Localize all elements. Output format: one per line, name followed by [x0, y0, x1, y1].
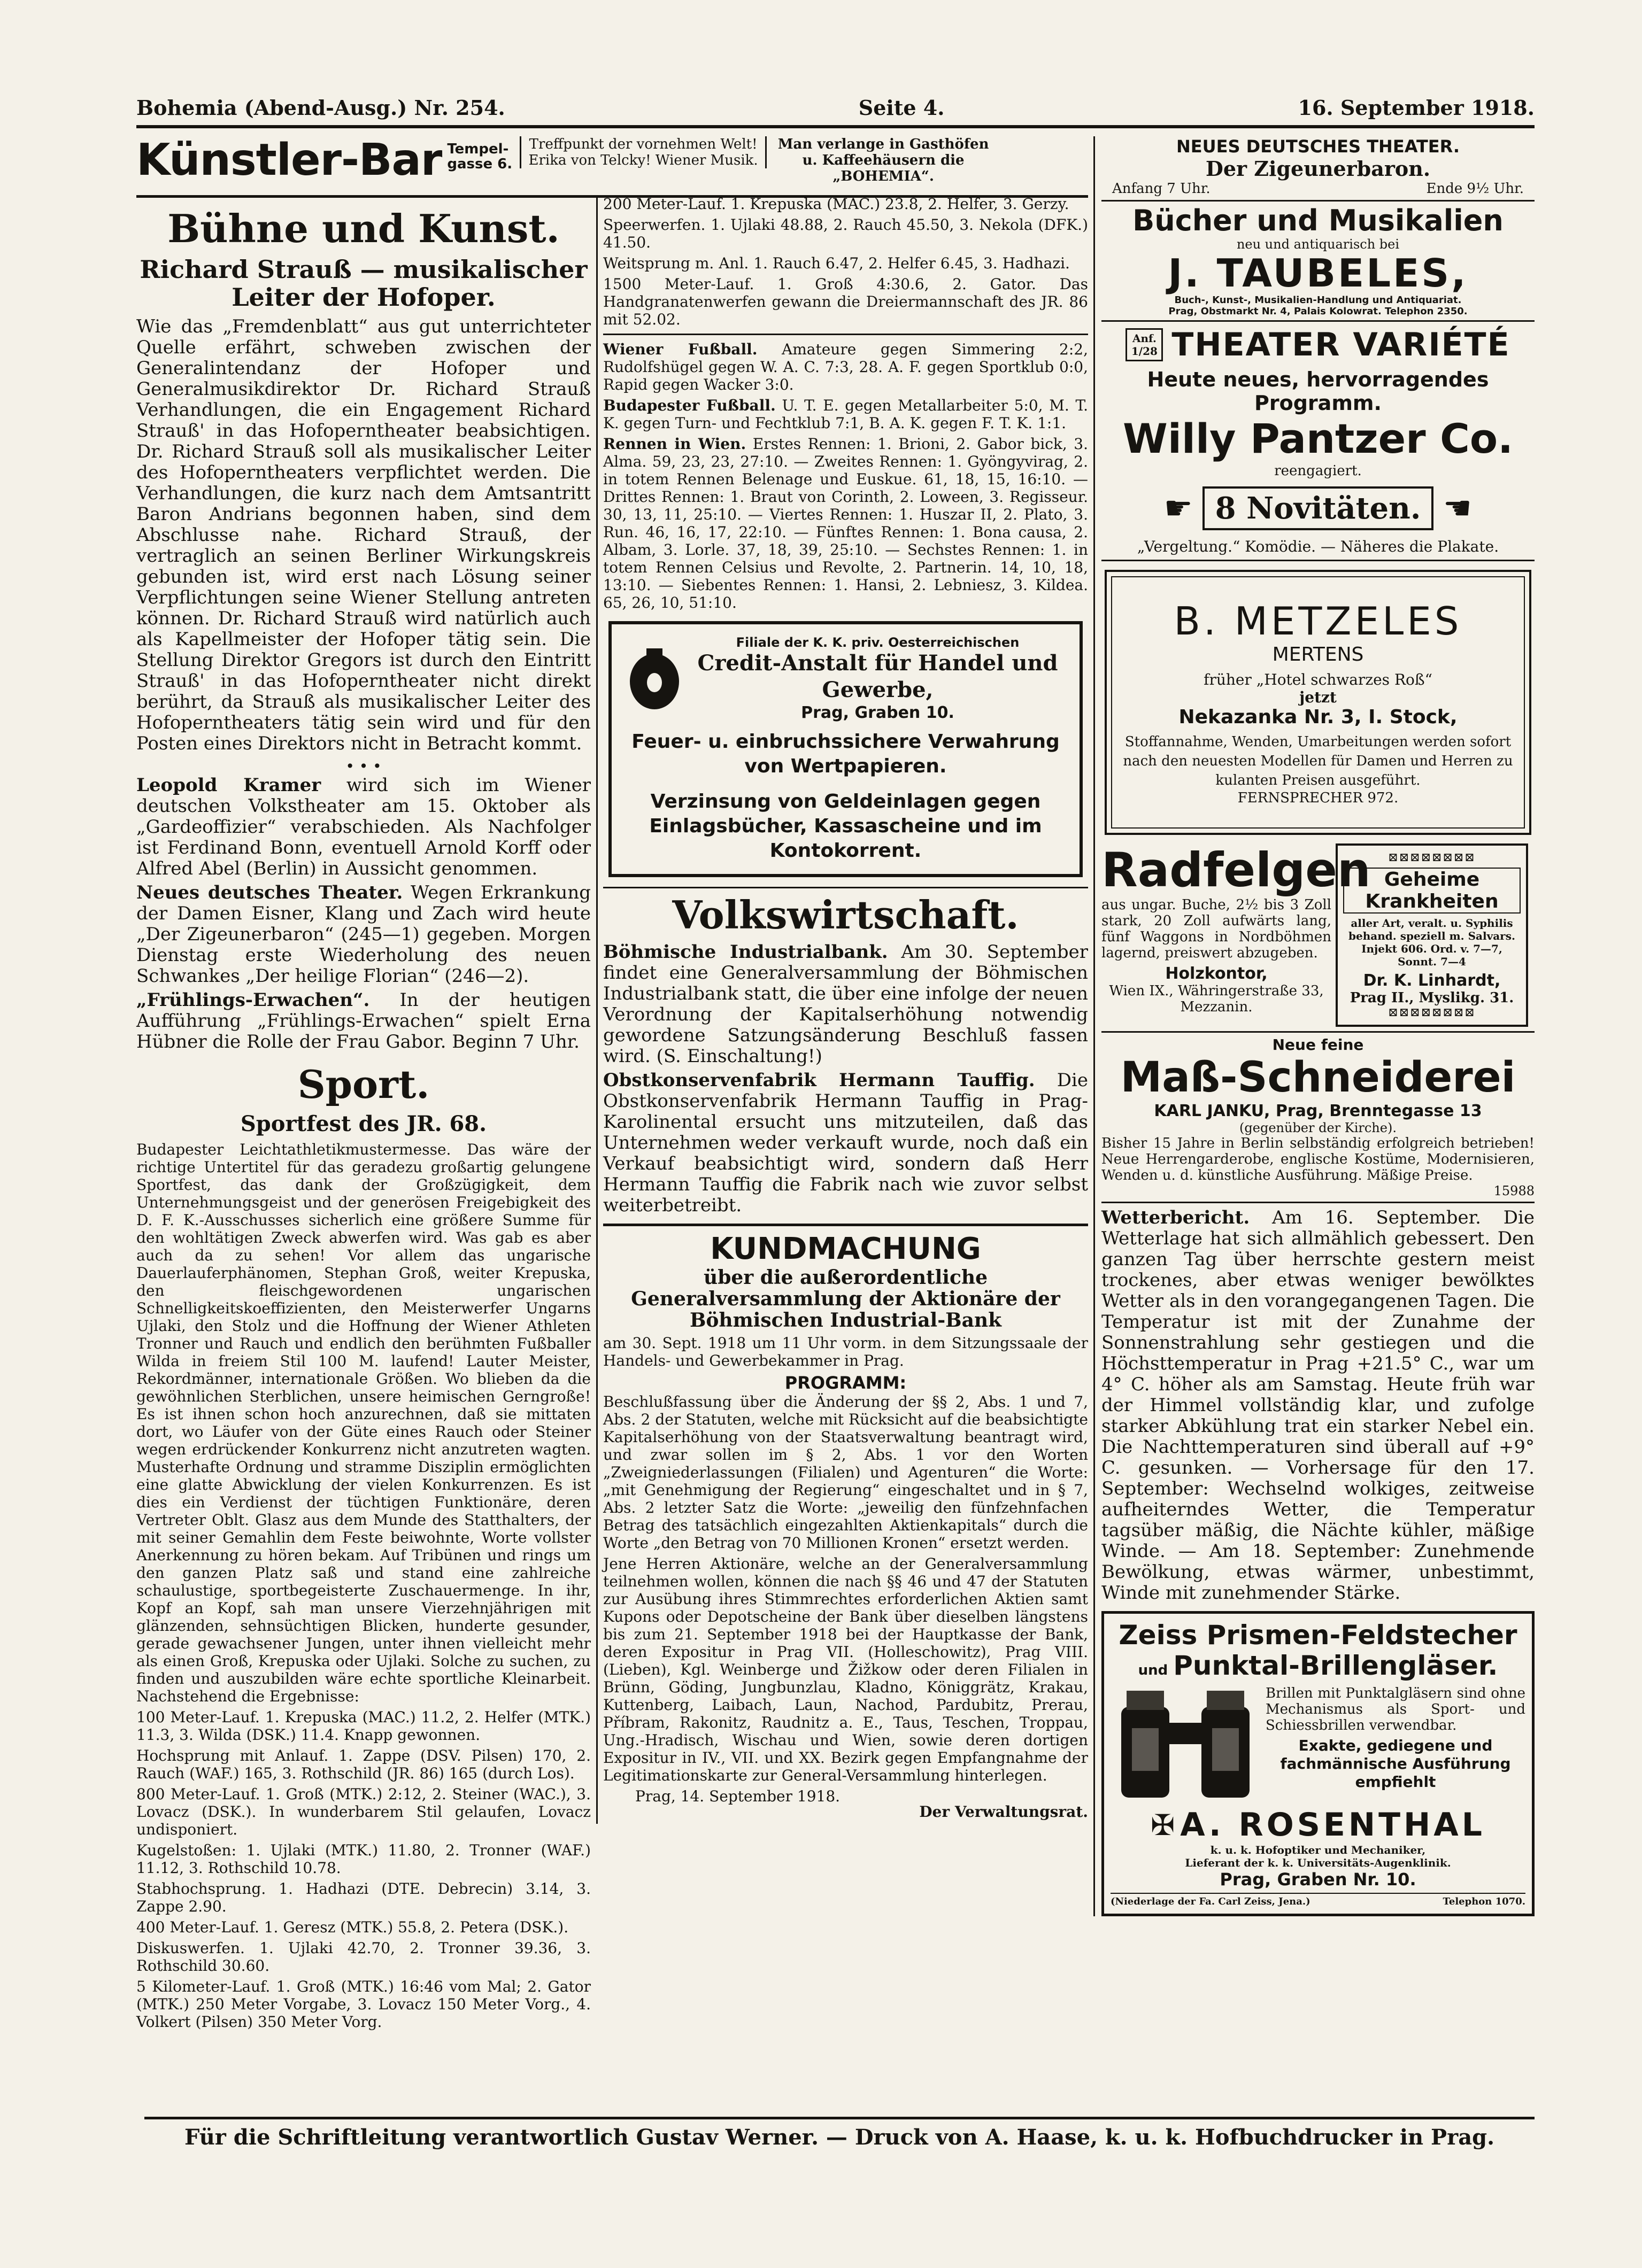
kundmachung-subtitle: über die außerordentliche Generalversammlung der Aktionäre der Böhmischen Industrial-Bank: [631, 1266, 1060, 1332]
neue-feine: Neue feine: [1272, 1036, 1364, 1054]
metzeles-addr: Nekazanka Nr. 3, I. Stock,: [1178, 706, 1458, 728]
credit-ad-top: [622, 635, 1069, 722]
fussball-paragraph: [603, 340, 1088, 393]
strauss-heading: Richard Strauß — musikalischer Leiter der Hofoper.: [140, 255, 588, 312]
result-item: 800 Meter-Lauf. 1. Groß (MTK.) 2:12, 2. Steiner (WAC.), 3. Lovacz (DSK.). In wunderbarem Stil gelaufen, Lovacz undisponiert.: [136, 1785, 591, 1838]
obst-lead: Obstkonservenfabrik Hermann Tauffig.: [603, 1070, 1035, 1091]
rosenthal-name: A. ROSENTHAL: [1180, 1806, 1485, 1844]
kramer-text: wird sich im Wiener deutschen Volkstheater am 15. Oktober als „Gardeoffizier“ verabschieden. Als Nachfolger ist Ferdinand Bonn, eventuell Arnold Korff oder Alfred Abel (Berlin) in Aussicht genommen.: [136, 775, 591, 879]
result-item: Speerwerfen. 1. Ujlaki 48.88, 2. Rauch 45.50, 3. Nekola (DFK.) 41.50.: [603, 216, 1088, 251]
ndt-lead: Neues deutsches Theater.: [136, 882, 403, 903]
imperial-eagle-icon: ✠: [1151, 1808, 1175, 1842]
sport-results-continued: [603, 195, 1088, 328]
ndt-text: Wegen Erkrankung der Damen Eisner, Klang und Zach wird heute „Der Zigeunerbaron“ (245—1) gegeben. Morgen Dienstag erste Wiederholung des neuen Schwankes „Der heilige Florian“ (246—2).: [136, 882, 591, 987]
pantzer-name: Willy Pantzer Co.: [1123, 415, 1513, 462]
mass-number: 15988: [1493, 1183, 1535, 1198]
kramer-paragraph: [136, 775, 591, 879]
ornament-border-icon: ⊠⊠⊠⊠⊠⊠⊠⊠: [1388, 1006, 1476, 1019]
theater-variete-title: THEATER VARIÉTÉ: [1171, 326, 1510, 363]
result-item: 5 Kilometer-Lauf. 1. Groß (MTK.) 16:46 vom Mal; 2. Gator (MTK.) 250 Meter Vorgabe, 3. Lovacz 150 Meter Vorg., 4. Volkert (Pilsen) 350 Meter Vorg.: [136, 1978, 591, 2031]
column-3: [1093, 136, 1535, 1916]
mass-title: Maß-Schneiderei: [1120, 1054, 1516, 1102]
result-item: 100 Meter-Lauf. 1. Krepuska (MAC.) 11.2, 2. Helfer (MTK.) 11.3, 3. Wilda (DSK.) 11.4. Knapp gewonnen.: [136, 1708, 591, 1744]
credit-ad-line3: Prag, Graben 10.: [801, 703, 954, 722]
ndt-theater-title: NEUES DEUTSCHES THEATER.: [1176, 136, 1460, 157]
separator-dots: • • •: [345, 757, 382, 775]
ndt-paragraph: [136, 883, 591, 987]
rosenthal-row: [1111, 1806, 1525, 1844]
zeiss-body: [1111, 1685, 1525, 1803]
kuenstler-bar-right: Man verlange in Gasthöfen u. Kaffeehäusern die „BOHEMIA“.: [777, 136, 989, 184]
kundmachung-text-2: Jene Herren Aktionäre, welche an der Generalversammlung teilnehmen wollen, können die nach §§ 46 und 47 der Statuten zur Ausübung ihres Stimmrechtes erforderlichen Aktien samt Kupons oder Depotscheine der Bank über dieselben längstens bis zum 21. September 1918 bei der Hauptkasse der Bank, deren Expositur in Prag VII. (Holleschowitz), Prag VIII. (Lieben), Kgl. Weinberge und Žižkow oder deren Filialen in Brünn, Göding, Jungbunzlau, Kladno, Königgrätz, Krakau, Kuttenberg, Laibach, Laun, Nachod, Pardubitz, Prerau, Příbram, Rakonitz, Raudnitz a. E., Taus, Teschen, Troppau, Ung.-Hradisch, Wischau und Wien, sowie deren dortigen Expositur in IV., VII. und XX. Bezirk gegen Empfangnahme der Legitimationskarte zur General-Versammlung hinterlegen.: [603, 1555, 1088, 1784]
kundmachung-signature: Der Verwaltungsrat.: [919, 1803, 1088, 1821]
rosenthal-foot-right: Telephon 1070.: [1443, 1896, 1525, 1907]
zeiss-title-row: [1111, 1650, 1525, 1681]
rosenthal-foot-left: (Niederlage der Fa. Carl Zeiss, Jena.): [1111, 1896, 1310, 1907]
strauss-text: Wie das „Fremdenblatt“ aus gut unterrichteter Quelle erfährt, schweben zwischen der Generalintendanz der Hofoper und Generalmusikdirektor Dr. Richard Strauß Verhandlungen, die ein Engagement Richard Strauß' in das Hofoperntheater beabsichtigen. Dr. Richard Strauß soll als musikalischer Leiter des Hofoperntheaters verpflichtet werden. Die Verhandlungen, die kurz nach dem Amtsantritt Baron Andrians begonnen haben, sind dem Abschlusse nahe. Richard Strauß, der vertraglich an seinen Berliner Wirkungskreis gebunden ist, wird erst nach Lösung seiner Verpflichtungen seine Wiener Stellung antreten können. Dr. Richard Strauß wird natürlich auch als Kapellmeister der Hofoper tätig sein. Die Stellung Direktor Gregors ist durch den Eintritt Strauß' in das Hofoperntheater nicht direkt berührt, da Strauß als musikalischer Leiter des Hofoperntheaters tätig sein wird und für den Posten eines Direktors nicht in Betracht kommt.: [136, 316, 591, 754]
fussball-text: Amateure gegen Simmering 2:2, Rudolfshügel gegen W. A. C. 7:3, 28. A. F. gegen Sportklub 0:0, Rapid gegen Wacker 3:0.: [603, 340, 1089, 393]
pointing-hand-right-icon: ☛: [1443, 490, 1473, 527]
kundmachung-title: KUNDMACHUNG: [710, 1232, 981, 1266]
kuenstler-bar-ad: [136, 136, 1088, 198]
result-item: Weitsprung m. Anl. 1. Rauch 6.47, 2. Helfer 6.45, 3. Hadhazi.: [603, 254, 1070, 272]
programm-label: PROGRAMM:: [784, 1373, 907, 1393]
rosenthal-footer: [1111, 1893, 1525, 1907]
zeiss-exakte: Exakte, gediegene und fachmännische Ausführung empfiehlt: [1280, 1737, 1511, 1791]
holzkontor-addr: Wien IX., Währingerstraße 33, Mezzanin.: [1109, 983, 1324, 1015]
radfelgen-text: aus ungar. Buche, 2½ bis 3 Zoll stark, 20 Zoll aufwärts lang, fünf Waggons in Nordböhmen lagernd, preiswert abzugeben.: [1101, 897, 1331, 961]
budapest-lead: Budapester Fußball.: [603, 397, 776, 414]
zeiss-und: und: [1138, 1662, 1168, 1678]
kuenstler-bar-middle: Treffpunkt der vornehmen Welt! Erika von Telcky! Wiener Musik.: [520, 136, 767, 168]
kundmachung-date: Prag, 14. September 1918.: [635, 1787, 841, 1805]
header-center: Seite 4.: [858, 96, 945, 120]
kramer-lead: Leopold Kramer: [136, 775, 321, 796]
kuenstler-bar-title: Künstler-Bar: [136, 135, 442, 185]
rennen-paragraph: [603, 435, 1088, 611]
result-item: Diskuswerfen. 1. Ujlaki 42.70, 2. Tronner 39.36, 3. Rothschild 30.60.: [136, 1939, 591, 1975]
eagle-emblem-icon: [622, 644, 687, 714]
kuenstler-bar-address: Tempel- gasse 6.: [447, 141, 513, 172]
radfelgen-ad: [1101, 842, 1371, 1027]
fe-lead: „Frühlings-Erwachen“.: [136, 989, 370, 1011]
gk-text: aller Art, veralt. u. Syphilis behand. speziell m. Salvars. Injekt 606. Ord. v. 7—7, Sonnt. 7—4: [1348, 917, 1515, 968]
radfelgen-krankheiten-row: [1101, 843, 1535, 1033]
result-item: Kugelstoßen: 1. Ujlaki (MTK.) 11.80, 2. Tronner (WAF.) 11.12, 3. Rothschild 10.78.: [136, 1841, 591, 1877]
result-item: 400 Meter-Lauf. 1. Geresz (MTK.) 55.8, 2. Petera (DSK.).: [136, 1918, 569, 1936]
obst-paragraph: [603, 1070, 1088, 1216]
result-item: 200 Meter-Lauf. 1. Krepuska (MAC.) 23.8, 2. Helfer, 3. Gerzy.: [603, 195, 1069, 213]
metzeles-prev: früher „Hotel schwarzes Roß“: [1204, 671, 1432, 688]
rosenthal-addr: Prag, Graben Nr. 10.: [1220, 1869, 1416, 1890]
taubeles-line2: Prag, Obstmarkt Nr. 4, Palais Kolowrat. Telephon 2350.: [1168, 306, 1468, 317]
holzkontor: Holzkontor,: [1165, 964, 1268, 983]
mass-schneiderei-ad: [1101, 1033, 1535, 1203]
ornament-border-icon: ⊠⊠⊠⊠⊠⊠⊠⊠: [1388, 851, 1476, 864]
binoculars-icon: [1111, 1685, 1260, 1803]
pointing-hand-left-icon: ☛: [1163, 490, 1193, 527]
rosenthal-sub-2: Lieferant der k. k. Universitäts-Augenklinik.: [1185, 1856, 1451, 1869]
mass-owner: KARL JANKU, Prag, Brenntegasse 13: [1154, 1102, 1482, 1120]
budapest-text: U. T. E. gegen Metallarbeiter 5:0, M. T. K. gegen Turn- und Fechtklub 7:1, B. A. K. gegen F. T. K. 1:1.: [603, 397, 1088, 432]
divider: [603, 887, 1088, 888]
credit-ad-line2: Credit-Anstalt für Handel und Gewerbe,: [697, 651, 1058, 702]
gk-addr: Prag II., Myslikg. 31.: [1350, 990, 1514, 1006]
ndt-theater-play: Der Zigeunerbaron.: [1205, 157, 1431, 181]
page-header: [136, 86, 1535, 128]
anfang-badge: Anf. 1/28: [1125, 328, 1163, 361]
credit-ad-line5: Verzinsung von Geldeinlagen gegen Einlagsbücher, Kassascheine und im Kontokorrent.: [649, 791, 1042, 862]
radfelgen-title: Radfelgen: [1101, 842, 1371, 897]
page-footer: Für die Schriftleitung verantwortlich Gustav Werner. — Druck von A. Haase, k. u. k. Hofbuchdrucker in Prag.: [144, 2117, 1535, 2150]
zeiss-rosenthal-ad: [1101, 1611, 1535, 1916]
ndt-theater-end: Ende 9½ Uhr.: [1426, 181, 1524, 197]
result-item: Stabhochsprung. 1. Hadhazi (DTE. Debrecin) 3.14, 3. Zappe 2.90.: [136, 1880, 591, 1915]
credit-ad-names: [687, 635, 1069, 722]
sport-results: [136, 1708, 591, 2031]
zeiss-title-2: Punktal-Brillengläser.: [1173, 1650, 1498, 1681]
credit-ad-line1: Filiale der K. K. priv. Oesterreichischen: [736, 635, 1020, 650]
metzeles-title: B. METZELES: [1174, 599, 1462, 644]
wetter-text: Am 16. September. Die Wetterlage hat sich allmählich gebessert. Den ganzen Tag über herrschte gestern meist trockenes, aber etwas weniger bewölktes Wetter als in den vorangegangenen Tagen. Die Temperatur ist mit der Zunahme der Sonnenstrahlung sehr gestiegen und die Höchsttemperatur in Prag +21.5° C., war um 4° C. höher als am Samstag. Heute früh war der Himmel vollständig klar, und zufolge starker Abkühlung trat ein starker Nebel ein. Die Nachttemperaturen sind überall auf +9° C. gesunken. — Vorhersage für den 17. September: Wechselnd wolkiges, zeitweise aufheiterndes Wetter, die Temperatur tagsüber mäßig, die Nächte kühler, mäßige Winde. — Am 18. September: Zunehmende Bewölkung, etwas wärmer, unbestimmt, Winde mit zunehmender Stärke.: [1101, 1207, 1535, 1604]
taubeles-ad: [1101, 202, 1535, 322]
newspaper-page: [136, 86, 1535, 2165]
buecher-sub: neu und antiquarisch bei: [1236, 237, 1400, 252]
rosenthal-sub-1: k. u. k. Hofoptiker und Mechaniker,: [1210, 1844, 1426, 1856]
ndt-theater-ad: [1101, 136, 1535, 202]
kundmachung-intro: am 30. Sept. 1918 um 11 Uhr vorm. in dem Sitzungssaale der Handels- und Gewerbekammer in Prag.: [603, 1334, 1088, 1369]
metzeles-ad: [1105, 570, 1531, 835]
gk-doctor: Dr. K. Linhardt,: [1363, 971, 1501, 990]
metzeles-jetzt: jetzt: [1299, 688, 1337, 706]
taubeles-name: J. TAUBELES,: [1168, 251, 1468, 296]
theater-variete-ad: [1101, 322, 1535, 561]
bib-text: Am 30. September findet eine Generalversammlung der Böhmischen Industrialbank statt, die über eine infolge der neuen Verordnung der Kapitalserhöhung notwendig gewordene Satzungsänderung Beschluß fassen wird. (S. Einschaltung!): [603, 941, 1089, 1067]
bib-paragraph: [603, 942, 1088, 1067]
metzeles-phone: FERNSPRECHER 972.: [1237, 790, 1399, 806]
metzeles-text: Stoffannahme, Wenden, Umarbeitungen werden sofort nach den neuesten Modellen für Damen und Herren zu kulanten Preisen ausgeführt.: [1123, 734, 1513, 788]
credit-ad-line4: Feuer- u. einbruchssichere Verwahrung von Wertpapieren.: [631, 731, 1060, 777]
novitaeten-label: 8 Novitäten.: [1202, 486, 1434, 530]
theater-variete-top: [1101, 326, 1535, 363]
wetter-lead: Wetterbericht.: [1101, 1207, 1250, 1228]
vergeltung-line: „Vergeltung.“ Komödie. — Näheres die Plakate.: [1137, 538, 1499, 555]
krankheiten-ad: [1336, 843, 1528, 1027]
volkswirtschaft-heading: Volkswirtschaft.: [672, 892, 1019, 938]
result-item: 1500 Meter-Lauf. 1. Groß 4:30.6, 2. Gator. Das Handgranatenwerfen gewann die Dreiermannschaft des JR. 86 mit 52.02.: [603, 275, 1088, 328]
credit-anstalt-ad: [608, 621, 1083, 877]
zeiss-text-block: [1260, 1685, 1525, 1803]
obst-text: Die Obstkonservenfabrik Hermann Tauffig in Prag-Karolinental ersucht uns mitzuteilen, daß das Unternehmen weder verkauft wurde, noch daß ein Verkauf beabsichtigt wird, sondern daß Herr Hermann Tauffig die Fabrik nach wie zuvor selbst weiterbetreibt.: [603, 1070, 1089, 1216]
mass-text: Bisher 15 Jahre in Berlin selbständig erfolgreich betrieben! Neue Herrengarderobe, englische Kostüme, Modernisieren, Wenden u. d. künstliche Ausführung. Mäßige Preise.: [1101, 1135, 1535, 1183]
theater-variete-sub: Heute neues, hervorragendes Programm.: [1147, 368, 1489, 415]
header-right: 16. September 1918.: [1298, 96, 1535, 120]
gk-title: Geheime Krankheiten: [1343, 868, 1521, 914]
column-2: [596, 195, 1088, 1824]
metzeles-sub: MERTENS: [1272, 644, 1364, 665]
sport-heading: Sport.: [297, 1062, 430, 1107]
divider: [603, 334, 1088, 335]
divider: [603, 1224, 1088, 1226]
budapest-paragraph: [603, 397, 1088, 432]
wetter-paragraph: [1101, 1207, 1535, 1604]
sportfest-heading: Sportfest des JR. 68.: [240, 1111, 487, 1136]
fe-text: In der heutigen Aufführung „Frühlings-Erwachen“ spielt Erna Hübner die Rolle der Frau Gabor. Beginn 7 Uhr.: [136, 989, 591, 1052]
rennen-text: Erstes Rennen: 1. Brioni, 2. Gabor bick, 3. Alma. 59, 23, 23, 27:10. — Zweites Rennen: 1. Gyöngyvirag, 2. in totem Rennen Belenage und Euskue. 61, 18, 15, 16:10. — Drittes Rennen: 1. Braut von Corinth, 2. Loween, 3. Regisseur. 30, 13, 11, 25:10. — Viertes Rennen: 1. Huszar II, 2. Plato, 3. Run. 46, 16, 17, 22:10. — Fünftes Rennen: 1. Bona causa, 2. Albam, 3. Lorle. 37, 18, 39, 25:10. — Sechstes Rennen: 1. in totem Rennen Celsius und Revolte, 2. Partnerin. 14, 10, 18, 13:10. — Siebentes Rennen: 1. Hansi, 2. Lebniesz, 3. Kildea. 65, 26, 10, 51:10.: [603, 435, 1088, 611]
mass-opposite: (gegenüber der Kirche).: [1239, 1120, 1397, 1135]
kundmachung-text-1: Beschlußfassung über die Änderung der §§ 2, Abs. 1 und 7, Abs. 2 der Statuten, welche mit Rücksicht auf die beabsichtigte Kapitalserhöhung von der Staatsverwaltung beantragt wird, und zwar sollen im § 2, Abs. 1 vor den Worten „Zweigniederlassungen (Filialen) und Agenturen“ die Worte: „mit Genehmigung der Regierung“ eingeschaltet und in § 7, Abs. 2 letzter Satz die Worte: „jeweilig den fünfzehnfachen Betrag des tatsächlich eingezahlten Aktienkapitals“ durch die Worte „den Betrag von 70 Millionen Kronen“ ersetzt werden.: [603, 1393, 1088, 1552]
buehne-heading: Bühne und Kunst.: [167, 206, 560, 251]
ndt-theater-start: Anfang 7 Uhr.: [1112, 181, 1211, 197]
taubeles-line1: Buch-, Kunst-, Musikalien-Handlung und Antiquariat.: [1174, 295, 1462, 306]
zeiss-title-1: Zeiss Prismen-Feldstecher: [1119, 1620, 1517, 1651]
rennen-lead: Rennen in Wien.: [603, 435, 746, 453]
fussball-lead: Wiener Fußball.: [603, 340, 758, 358]
zeiss-text: Brillen mit Punktalgläsern sind ohne Mechanismus als Sport- und Schiessbrillen verwendbar.: [1266, 1685, 1525, 1733]
reengagiert: reengagiert.: [1274, 463, 1362, 479]
novitaeten-row: [1101, 486, 1535, 530]
result-item: Hochsprung mit Anlauf. 1. Zappe (DSV. Pilsen) 170, 2. Rauch (WAF.) 165, 3. Rothschild (JR. 86) 165 (durch Los).: [136, 1747, 591, 1782]
bib-lead: Böhmische Industrialbank.: [603, 941, 888, 963]
fe-paragraph: [136, 990, 591, 1052]
buecher-title: Bücher und Musikalien: [1132, 204, 1504, 237]
ndt-theater-times: [1101, 181, 1535, 197]
header-left: Bohemia (Abend-Ausg.) Nr. 254.: [136, 96, 505, 120]
sportfest-text: Budapester Leichtathletikmustermesse. Das wäre der richtige Untertitel für das geradezu großartig gelungene Sportfest, das dank der Großzügigkeit, dem Unternehmungsgeist und der generösen Freigebigkeit des D. F. K.-Ausschusses sicherlich eine größere Summe für den wohltätigen Zweck abwerfen wird. Was gab es aber auch da zu sehen! Vor allem das ungarische Dauerlauferphänomen, Stephan Groß, weiter Krepuska, den fleischgewordenen ungarischen Schnelligkeitskoeffizienten, den Meisterwerfer Ungarns Ujlaki, den Stolz und die Hoffnung der Wiener Athleten Tronner und Rauch und endlich den berühmten Fußballer Wilda in freiem Stil 100 M. laufend! Lauter Meister, Rekordmänner, internationale Größen. Wo blieben da die gewöhnlichen Sterblichen, unsere heimischen Gerngroße! Es ist ihnen schon hoch anzurechnen, daß sie mittaten dort, wo Läufer von der Güte eines Rauch oder Steiner wegen erdrückender Konkurrenz nicht anzutreten wagten. Musterhafte Ordnung und stramme Disziplin ermöglichten eine glatte Abwicklung der vielen Konkurrenzen. Es ist dies ein Verdienst der tüchtigen Funktionäre, deren Vertreter Oblt. Glasz aus dem Munde des Statthalters, der mit seiner Gemahlin dem Feste beiwohnte, Worte vollster Anerkennung zu hören bekam. Auf Tribünen und rings um den ganzen Platz saß und stand eine zahlreiche schaulustige, sportbegeisterte Zuschauermenge. In ihr, Kopf an Kopf, sah man unsere Vierzehnjährigen mit glänzenden, sehnsüchtigen Blicken, hunderte gesunder, gerade gewachsener Jungen, unter ihnen vielleicht mehr als einen Groß, Krepuska oder Ujlaki. Solche zu suchen, zu finden und auszubilden wäre echte sportliche Kleinarbeit. Nachstehend die Ergebnisse:: [136, 1141, 591, 1705]
